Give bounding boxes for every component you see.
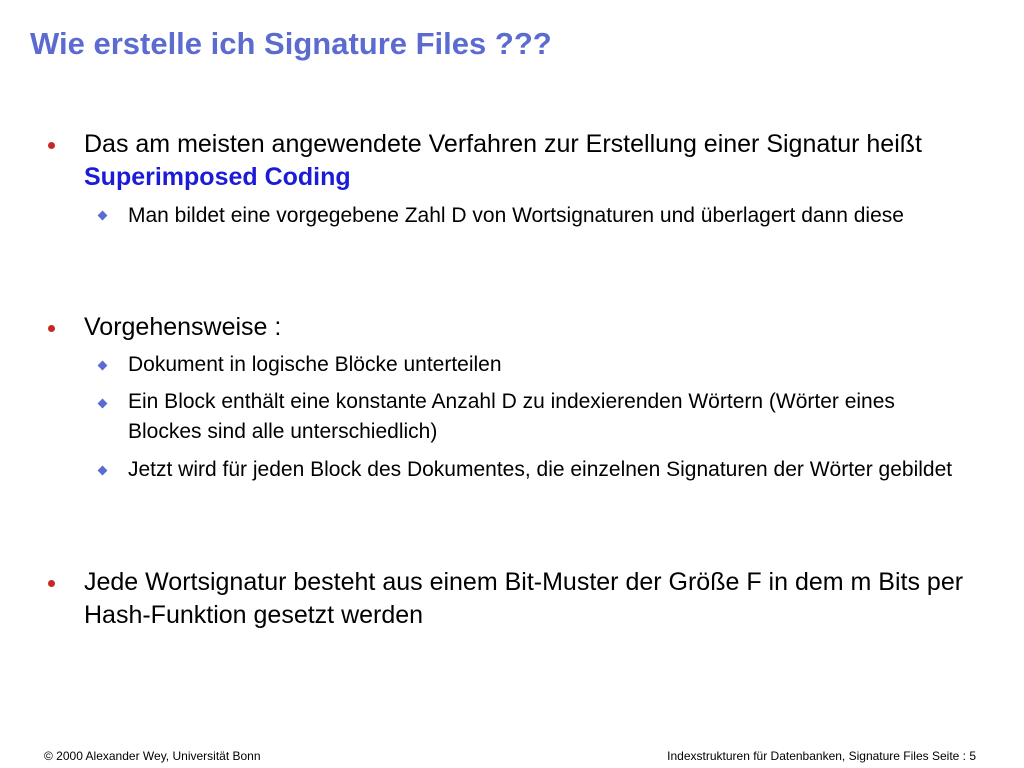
bullet-dot-icon — [48, 580, 55, 587]
diamond-bullet-icon — [98, 466, 108, 476]
bullet-2-sub-1: Dokument in logische Blöcke unterteilen — [128, 353, 502, 376]
bullet-2-sub-3: Jetzt wird für jeden Block des Dokumentes, die einzelnen Signaturen der Wörter gebildet — [128, 458, 953, 481]
bullet-dot-icon — [48, 325, 55, 332]
bullet-1-sub-1: Man bildet eine vorgegebene Zahl D von Wortsignaturen und überlagert dann diese — [128, 204, 904, 227]
bullet-1-text — [84, 128, 984, 194]
footer-page-info: Indexstrukturen für Datenbanken, Signature Files Seite : 5 — [667, 749, 976, 763]
bullet-2-text: Vorgehensweise : — [84, 313, 282, 341]
diamond-bullet-icon — [98, 211, 108, 221]
bullet-dot-icon — [48, 142, 55, 149]
diamond-bullet-icon — [98, 399, 108, 409]
diamond-bullet-icon — [98, 361, 108, 371]
footer-copyright: © 2000 Alexander Wey, Universität Bonn — [44, 749, 261, 763]
slide-title: Wie erstelle ich Signature Files ??? — [30, 26, 552, 61]
bullet-3-text: Jede Wortsignatur besteht aus einem Bit-Muster der Größe F in dem m Bits per Hash-Funktion gesetzt werden — [84, 568, 964, 629]
bullet-1-text-main: Das am meisten angewendete Verfahren zur Erstellung einer Signatur heißt — [84, 130, 922, 158]
bullet-2-sub-2: Ein Block enthält eine konstante Anzahl D zu indexierenden Wörtern (Wörter eines Blockes sind alle unterschiedlich) — [128, 390, 895, 443]
bullet-1-emphasis: Superimposed Coding — [84, 163, 351, 191]
